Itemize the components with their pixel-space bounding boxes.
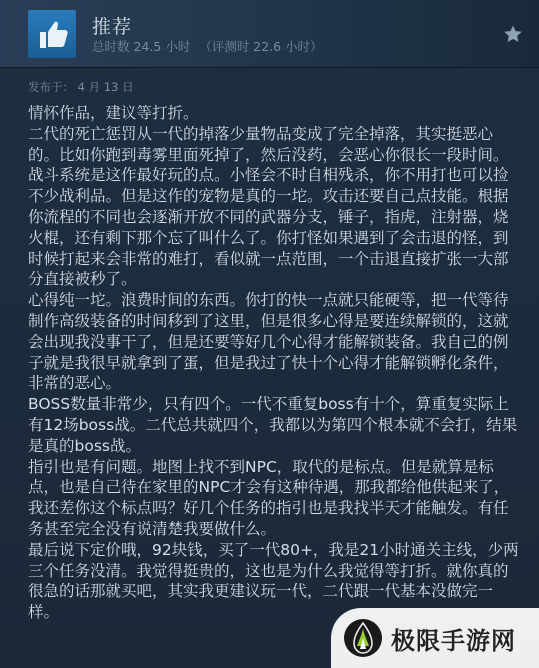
recommendation-title: 推荐 [92, 16, 133, 38]
watermark-logo-icon [343, 618, 383, 658]
review-paragraph: 最后说下定价哦，92块钱，买了一代80+，我是21小时通关主线，少两三个任务没清。我觉得挺贵的，这也是为什么我觉得等打折。就你真的很急的话那就买吧，其实我更建议玩一代，二代跟一代基本没做完一样。 [28, 540, 519, 622]
watermark [331, 608, 539, 668]
thumbs-up-icon [28, 10, 76, 58]
review-header [0, 0, 539, 68]
review-body [28, 103, 523, 623]
star-icon[interactable] [503, 24, 523, 44]
review-paragraph: 二代的死亡惩罚从一代的掉落少量物品变成了完全掉落，其实挺恶心的。比如你跑到毒雾里面死掉了，然后没药，会恶心你很长一段时间。 [28, 124, 509, 164]
review-paragraph: 情怀作品，建议等打折。 [28, 104, 199, 122]
playtime-info [92, 37, 323, 55]
review-paragraph: 心得纯一坨。浪费时间的东西。你打的快一点就只能硬等，把一代等待制作高级装备的时间移到了这里，但是很多心得是要连续解锁的，这就会出现我没事干了，但是还要等好几个心得才能解锁装备。我自己的例子就是我很早就拿到了蛋，但是我过了快十个心得才能解锁孵化条件，非常的恶心。 [28, 291, 509, 393]
watermark-text: 极限手游网 [391, 626, 516, 655]
hours-total: 总时数 24.5 小时 [92, 39, 191, 54]
hours-at-review: （评测时 22.6 小时） [199, 39, 323, 54]
posted-date: 发布于： 4 月 13 日 [28, 80, 134, 94]
review-paragraph: BOSS数量非常少，只有四个。一代不重复boss有十个，算重复实际上有12场boss战。二代总共就四个，我都以为第四个根本就不会打，结果是真的boss战。 [28, 395, 518, 455]
review-paragraph: 战斗系统是这作最好玩的点。小怪会不时自相残杀，你不用打也可以捡不少战利品。但是这作的宠物是真的一坨。攻击还要自己点技能。根据你流程的不同也会逐渐开放不同的武器分支，锤子，指虎，注射器，烧火棍，还有剩下那个忘了叫什么了。你打怪如果遇到了会击退的怪，到时候打起来会非常的难打，看似就一点范围，一个击退直接扩张一大部分直接被秒了。 [28, 166, 509, 289]
review-paragraph: 指引也是有问题。地图上找不到NPC，取代的是标点。但是就算是标点，也是自己待在家里的NPC才会有这种待遇，那我都给他供起来了，我还差你这个标点吗？好几个任务的指引也是我找半天才能触发。有任务甚至完全没有说清楚我要做什么。 [28, 457, 510, 538]
